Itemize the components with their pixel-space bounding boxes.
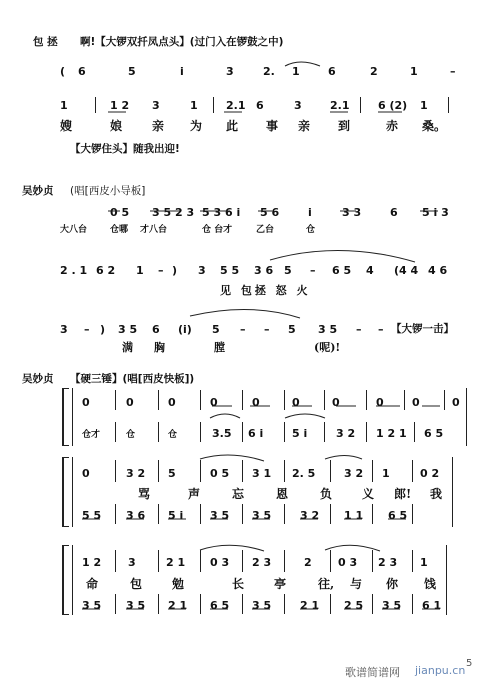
speaker-wu-miaozhen-2: 吴妙贞: [22, 373, 54, 385]
site-url: jianpu.cn: [415, 664, 466, 677]
sing-instruction: (唱[西皮小导板]: [70, 185, 146, 197]
speaker-wu-miaozhen: 吴妙贞: [22, 185, 54, 197]
speaker-bao-zheng: 包 拯: [33, 36, 58, 48]
cue-daluo-yiji: 【大锣一击】: [391, 323, 454, 335]
page-number: 5: [466, 658, 473, 669]
site-watermark: 歌谱简谱网: [345, 666, 400, 679]
sing-instruction-2: 【硬三锤】(唱[西皮快板]): [70, 373, 195, 385]
cue-daluo-zhutou: 【大锣住头】随我出迎!: [70, 143, 180, 155]
lyric-row-2: 见 包拯 怒 火: [220, 284, 311, 297]
stage-direction: 啊!【大锣双扦凤点头】(过门入在锣鼓之中): [80, 36, 284, 48]
